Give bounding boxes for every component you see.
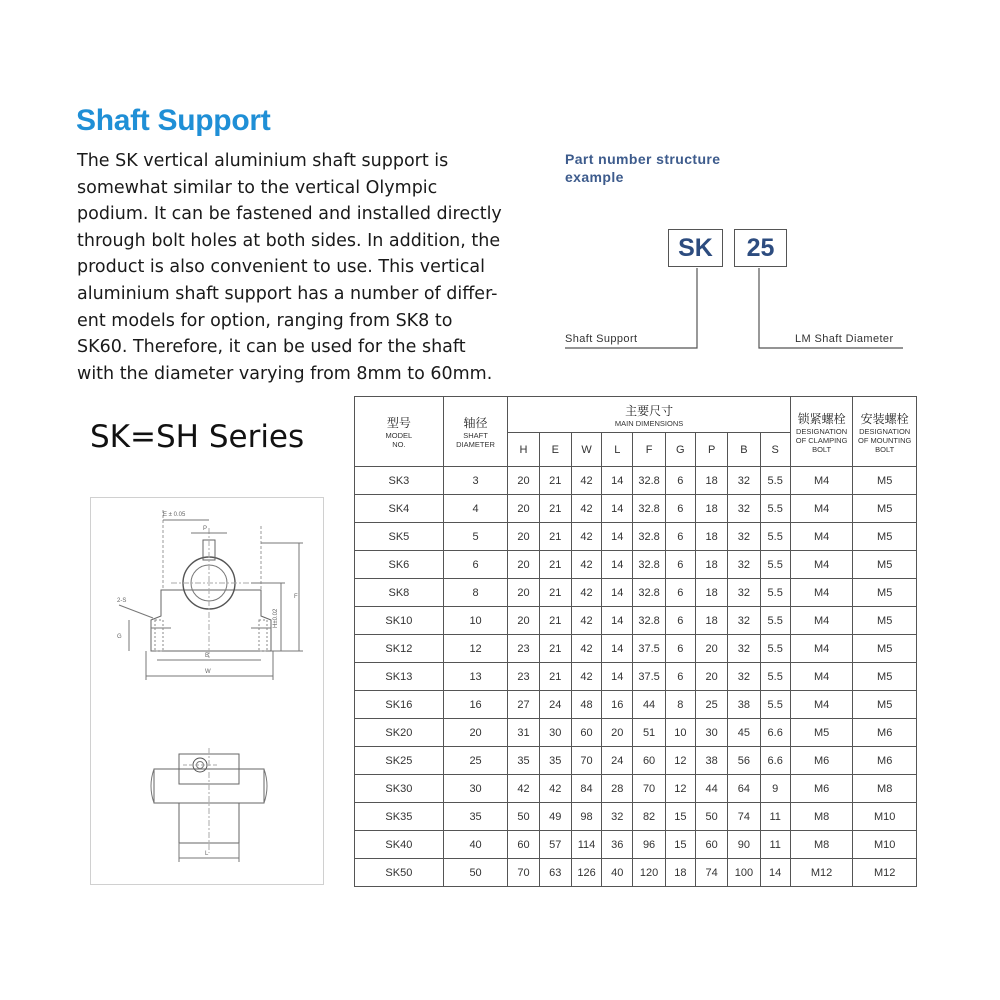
table-cell: 3 xyxy=(443,467,508,495)
table-cell: M6 xyxy=(790,775,853,803)
model-cell: SK5 xyxy=(355,523,444,551)
table-cell: 70 xyxy=(633,775,665,803)
table-cell: 12 xyxy=(443,635,508,663)
table-cell: M5 xyxy=(853,607,917,635)
table-cell: 51 xyxy=(633,719,665,747)
header-shaft-zh: 轴径 xyxy=(463,416,488,430)
model-cell: SK25 xyxy=(355,747,444,775)
table-cell: 25 xyxy=(695,691,727,719)
table-cell: 50 xyxy=(443,859,508,887)
table-cell: 42 xyxy=(571,523,601,551)
spec-table xyxy=(354,396,917,887)
table-cell: 32 xyxy=(602,803,633,831)
table-cell: 6.6 xyxy=(760,747,790,775)
table-cell: 14 xyxy=(602,663,633,691)
intro-line: podium. It can be fastened and installed directly xyxy=(77,204,502,225)
table-cell: 98 xyxy=(571,803,601,831)
table-cell: M5 xyxy=(853,551,917,579)
table-cell: 60 xyxy=(633,747,665,775)
table-row xyxy=(355,607,917,635)
table-cell: M4 xyxy=(790,551,853,579)
table-cell: M6 xyxy=(853,747,917,775)
table-cell: 32 xyxy=(728,551,760,579)
table-cell: 120 xyxy=(633,859,665,887)
table-cell: 12 xyxy=(665,747,695,775)
table-cell: 21 xyxy=(539,663,571,691)
table-cell: 42 xyxy=(571,467,601,495)
table-cell: 70 xyxy=(508,859,539,887)
part-number-title-line: Part number structure xyxy=(565,151,721,167)
table-cell: M8 xyxy=(853,775,917,803)
table-cell: 14 xyxy=(602,635,633,663)
table-cell: 14 xyxy=(602,467,633,495)
table-cell: 5.5 xyxy=(760,495,790,523)
model-cell: SK8 xyxy=(355,579,444,607)
table-cell: 37.5 xyxy=(633,635,665,663)
header-mount-en: OF MOUNTING xyxy=(858,435,912,445)
table-cell: 8 xyxy=(443,579,508,607)
header-shaft-diameter xyxy=(443,397,508,467)
table-cell: 18 xyxy=(695,551,727,579)
table-row xyxy=(355,831,917,859)
table-cell: 14 xyxy=(602,607,633,635)
table-cell: 96 xyxy=(633,831,665,859)
header-main-dimensions xyxy=(508,397,790,433)
table-cell: 20 xyxy=(602,719,633,747)
table-cell: 6.6 xyxy=(760,719,790,747)
table-cell: 18 xyxy=(695,495,727,523)
intro-line: ent models for option, ranging from SK8 to xyxy=(77,310,453,331)
table-cell: 11 xyxy=(760,803,790,831)
drawing-svg xyxy=(91,498,323,884)
table-cell: 20 xyxy=(508,467,539,495)
table-cell: 28 xyxy=(602,775,633,803)
table-cell: M6 xyxy=(853,719,917,747)
header-mounting-bolt xyxy=(853,397,917,467)
table-cell: 82 xyxy=(633,803,665,831)
table-cell: 48 xyxy=(571,691,601,719)
header-model-en: MODEL xyxy=(385,431,413,440)
model-cell: SK3 xyxy=(355,467,444,495)
header-main-en: MAIN DIMENSIONS xyxy=(614,418,684,428)
intro-line: with the diameter varying from 8mm to 60mm. xyxy=(77,363,493,384)
table-cell: 44 xyxy=(695,775,727,803)
table-cell: 13 xyxy=(443,663,508,691)
table-cell: 5.5 xyxy=(760,523,790,551)
table-cell: 14 xyxy=(602,523,633,551)
model-cell: SK35 xyxy=(355,803,444,831)
header-mount-en: DESIGNATION xyxy=(859,426,911,436)
table-cell: 49 xyxy=(539,803,571,831)
part-code-prefix-box: SK xyxy=(668,229,723,267)
table-cell: M4 xyxy=(790,495,853,523)
table-row xyxy=(355,551,917,579)
table-cell: 20 xyxy=(508,551,539,579)
table-cell: 4 xyxy=(443,495,508,523)
table-cell: 63 xyxy=(539,859,571,887)
table-cell: 24 xyxy=(602,747,633,775)
table-cell: 5.5 xyxy=(760,579,790,607)
table-cell: 32 xyxy=(728,635,760,663)
header-shaft-en: DIAMETER xyxy=(456,440,495,449)
dim-header-e: E xyxy=(539,433,571,467)
model-cell: SK40 xyxy=(355,831,444,859)
table-cell: M4 xyxy=(790,607,853,635)
table-cell: M12 xyxy=(853,859,917,887)
table-cell: 21 xyxy=(539,523,571,551)
header-clamp-en: DESIGNATION xyxy=(796,426,848,436)
table-cell: 42 xyxy=(571,495,601,523)
table-cell: 23 xyxy=(508,663,539,691)
label-shaft-support: Shaft Support xyxy=(565,333,638,345)
part-code-size-box: 25 xyxy=(734,229,787,267)
drawing-label-s: 2-S xyxy=(117,598,127,604)
table-cell: 23 xyxy=(508,635,539,663)
model-cell: SK16 xyxy=(355,691,444,719)
page-title: Shaft Support xyxy=(76,104,271,137)
model-cell: SK6 xyxy=(355,551,444,579)
table-cell: 32 xyxy=(728,495,760,523)
table-cell: M5 xyxy=(853,467,917,495)
table-cell: 74 xyxy=(728,803,760,831)
table-cell: M4 xyxy=(790,663,853,691)
table-cell: 6 xyxy=(665,635,695,663)
table-row xyxy=(355,523,917,551)
table-cell: M5 xyxy=(853,579,917,607)
table-cell: 10 xyxy=(665,719,695,747)
table-cell: M5 xyxy=(853,635,917,663)
table-cell: 42 xyxy=(571,635,601,663)
model-cell: SK13 xyxy=(355,663,444,691)
table-cell: 18 xyxy=(695,523,727,551)
table-cell: 12 xyxy=(665,775,695,803)
table-cell: 32.8 xyxy=(633,579,665,607)
table-cell: 14 xyxy=(760,859,790,887)
table-cell: 50 xyxy=(508,803,539,831)
table-row xyxy=(355,691,917,719)
table-cell: 70 xyxy=(571,747,601,775)
intro-line: product is also convenient to use. This vertical xyxy=(77,257,485,278)
table-cell: 6 xyxy=(665,495,695,523)
table-cell: M12 xyxy=(790,859,853,887)
table-row xyxy=(355,467,917,495)
table-cell: 100 xyxy=(728,859,760,887)
header-clamp-zh: 锁紧螺栓 xyxy=(797,411,846,426)
table-cell: 37.5 xyxy=(633,663,665,691)
table-row xyxy=(355,747,917,775)
header-mount-en: BOLT xyxy=(875,444,895,454)
table-cell: 32 xyxy=(728,607,760,635)
table-cell: 32 xyxy=(728,467,760,495)
table-cell: 6 xyxy=(665,607,695,635)
table-cell: 25 xyxy=(443,747,508,775)
header-main-zh: 主要尺寸 xyxy=(625,403,674,418)
table-cell: 32.8 xyxy=(633,607,665,635)
table-cell: 21 xyxy=(539,551,571,579)
table-cell: 30 xyxy=(443,775,508,803)
table-cell: 5.5 xyxy=(760,607,790,635)
table-cell: 42 xyxy=(508,775,539,803)
table-cell: 42 xyxy=(571,579,601,607)
table-cell: 20 xyxy=(508,579,539,607)
table-cell: M4 xyxy=(790,579,853,607)
dim-header-l: L xyxy=(602,433,633,467)
table-cell: M4 xyxy=(790,691,853,719)
dim-header-h: H xyxy=(508,433,539,467)
label-lm-shaft-diameter: LM Shaft Diameter xyxy=(795,333,894,345)
table-cell: M5 xyxy=(853,691,917,719)
table-cell: M5 xyxy=(853,495,917,523)
model-cell: SK4 xyxy=(355,495,444,523)
table-cell: 30 xyxy=(539,719,571,747)
header-clamping-bolt xyxy=(790,397,853,467)
table-cell: 16 xyxy=(443,691,508,719)
table-row xyxy=(355,775,917,803)
table-cell: 35 xyxy=(443,803,508,831)
table-cell: 14 xyxy=(602,551,633,579)
table-cell: 27 xyxy=(508,691,539,719)
intro-line: somewhat similar to the vertical Olympic xyxy=(77,177,438,198)
table-cell: 35 xyxy=(539,747,571,775)
table-cell: 32.8 xyxy=(633,467,665,495)
table-cell: 20 xyxy=(443,719,508,747)
dim-header-b: B xyxy=(728,433,760,467)
table-row xyxy=(355,495,917,523)
drawing-label-g: G xyxy=(117,634,122,640)
table-cell: 42 xyxy=(571,551,601,579)
table-cell: 42 xyxy=(571,663,601,691)
table-cell: 21 xyxy=(539,635,571,663)
table-row xyxy=(355,803,917,831)
technical-drawing xyxy=(90,497,324,885)
table-cell: 24 xyxy=(539,691,571,719)
table-cell: 6 xyxy=(665,551,695,579)
table-cell: 60 xyxy=(508,831,539,859)
header-model xyxy=(355,397,444,467)
table-cell: 15 xyxy=(665,831,695,859)
table-cell: 32 xyxy=(728,579,760,607)
intro-line: The SK vertical aluminium shaft support is xyxy=(77,151,449,171)
model-cell: SK30 xyxy=(355,775,444,803)
table-cell: 40 xyxy=(443,831,508,859)
table-row xyxy=(355,635,917,663)
drawing-label-h: H±0.02 xyxy=(273,608,279,628)
table-cell: M4 xyxy=(790,635,853,663)
table-cell: M5 xyxy=(853,663,917,691)
dim-header-p: P xyxy=(695,433,727,467)
table-cell: 5.5 xyxy=(760,635,790,663)
table-cell: 20 xyxy=(695,635,727,663)
table-cell: 20 xyxy=(508,607,539,635)
drawing-label-b: B xyxy=(205,653,210,659)
table-cell: 18 xyxy=(695,467,727,495)
table-cell: M4 xyxy=(790,523,853,551)
table-cell: M4 xyxy=(790,467,853,495)
table-cell: 20 xyxy=(508,523,539,551)
dim-header-s: S xyxy=(760,433,790,467)
drawing-label-f: F xyxy=(294,594,298,600)
drawing-label-p: P xyxy=(203,526,208,532)
table-cell: 18 xyxy=(695,607,727,635)
table-cell: M8 xyxy=(790,803,853,831)
table-cell: M6 xyxy=(790,747,853,775)
table-cell: 20 xyxy=(508,495,539,523)
table-cell: 38 xyxy=(695,747,727,775)
table-cell: M8 xyxy=(790,831,853,859)
table-cell: 15 xyxy=(665,803,695,831)
series-title: SK=SH Series xyxy=(90,419,305,455)
intro-line: through bolt holes at both sides. In addition, the xyxy=(77,230,501,251)
drawing-label-e: E ± 0.05 xyxy=(163,512,186,518)
table-cell: 32 xyxy=(728,523,760,551)
spec-table-body xyxy=(355,467,917,887)
table-cell: 6 xyxy=(443,551,508,579)
table-cell: 44 xyxy=(633,691,665,719)
table-cell: 30 xyxy=(695,719,727,747)
table-cell: 60 xyxy=(695,831,727,859)
table-cell: 35 xyxy=(508,747,539,775)
table-cell: 114 xyxy=(571,831,601,859)
header-mount-zh: 安装螺栓 xyxy=(860,411,909,426)
table-cell: 64 xyxy=(728,775,760,803)
table-cell: 38 xyxy=(728,691,760,719)
table-cell: 14 xyxy=(602,579,633,607)
table-cell: 18 xyxy=(665,859,695,887)
table-row xyxy=(355,859,917,887)
table-cell: 6 xyxy=(665,663,695,691)
table-cell: 6 xyxy=(665,467,695,495)
drawing-label-w: W xyxy=(205,669,211,675)
table-cell: 14 xyxy=(602,495,633,523)
header-shaft-en: SHAFT xyxy=(463,431,488,440)
header-model-zh: 型号 xyxy=(386,416,411,430)
table-cell: 45 xyxy=(728,719,760,747)
table-cell: 10 xyxy=(443,607,508,635)
header-clamp-en: OF CLAMPING xyxy=(795,435,848,445)
table-cell: 9 xyxy=(760,775,790,803)
model-cell: SK12 xyxy=(355,635,444,663)
table-cell: 21 xyxy=(539,579,571,607)
table-cell: 11 xyxy=(760,831,790,859)
table-cell: 32.8 xyxy=(633,495,665,523)
table-cell: 50 xyxy=(695,803,727,831)
table-cell: 32 xyxy=(728,663,760,691)
table-cell: 16 xyxy=(602,691,633,719)
dim-header-w: W xyxy=(571,433,601,467)
dim-header-f: F xyxy=(633,433,665,467)
table-cell: 5.5 xyxy=(760,467,790,495)
table-cell: 36 xyxy=(602,831,633,859)
table-cell: 126 xyxy=(571,859,601,887)
model-cell: SK20 xyxy=(355,719,444,747)
drawing-label-l: L xyxy=(205,851,209,857)
table-cell: 32.8 xyxy=(633,523,665,551)
table-cell: M10 xyxy=(853,831,917,859)
table-cell: M5 xyxy=(790,719,853,747)
table-cell: 6 xyxy=(665,579,695,607)
part-number-title-line: example xyxy=(565,169,624,185)
header-clamp-en: BOLT xyxy=(812,444,832,454)
table-cell: 42 xyxy=(539,775,571,803)
table-cell: 18 xyxy=(695,579,727,607)
table-row xyxy=(355,719,917,747)
table-cell: 8 xyxy=(665,691,695,719)
table-cell: 57 xyxy=(539,831,571,859)
table-cell: M10 xyxy=(853,803,917,831)
table-row xyxy=(355,663,917,691)
table-cell: 21 xyxy=(539,607,571,635)
table-cell: 42 xyxy=(571,607,601,635)
intro-line: SK60. Therefore, it can be used for the shaft xyxy=(77,337,466,358)
table-cell: 6 xyxy=(665,523,695,551)
table-cell: 32.8 xyxy=(633,551,665,579)
table-cell: 20 xyxy=(695,663,727,691)
header-model-en: NO. xyxy=(392,440,406,449)
table-cell: 5 xyxy=(443,523,508,551)
table-cell: 40 xyxy=(602,859,633,887)
table-cell: 84 xyxy=(571,775,601,803)
table-cell: 74 xyxy=(695,859,727,887)
table-cell: 21 xyxy=(539,495,571,523)
table-row xyxy=(355,579,917,607)
table-cell: 31 xyxy=(508,719,539,747)
table-cell: 90 xyxy=(728,831,760,859)
model-cell: SK50 xyxy=(355,859,444,887)
table-cell: 5.5 xyxy=(760,551,790,579)
table-cell: 21 xyxy=(539,467,571,495)
table-cell: M5 xyxy=(853,523,917,551)
model-cell: SK10 xyxy=(355,607,444,635)
dim-header-g: G xyxy=(665,433,695,467)
table-cell: 56 xyxy=(728,747,760,775)
table-cell: 5.5 xyxy=(760,691,790,719)
table-cell: 60 xyxy=(571,719,601,747)
intro-line: aluminium shaft support has a number of differ- xyxy=(77,283,498,304)
table-cell: 5.5 xyxy=(760,663,790,691)
